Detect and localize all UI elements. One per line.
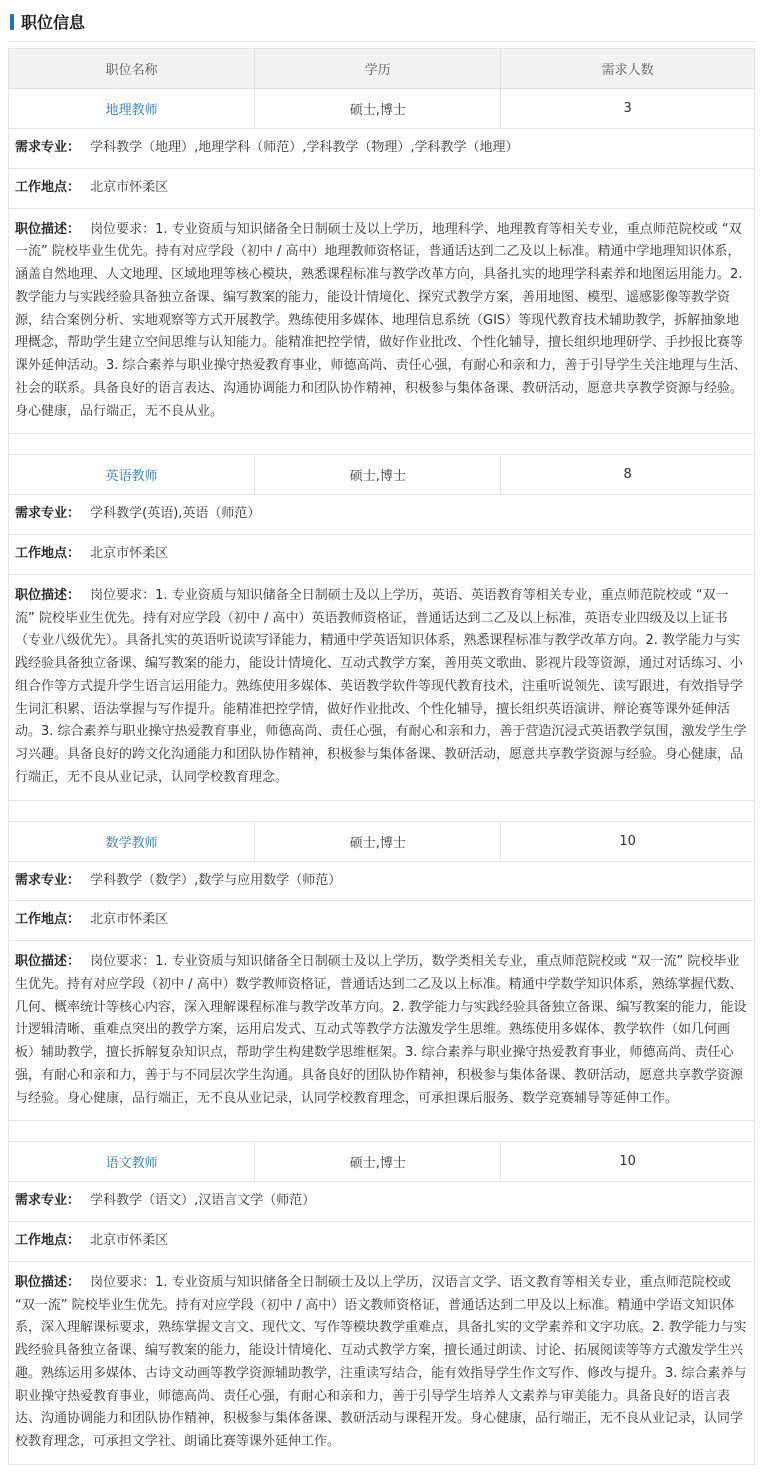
job-major-cell xyxy=(9,495,755,535)
job-name-cell[interactable] xyxy=(9,821,255,861)
job-description-row xyxy=(9,941,755,1121)
table-row[interactable] xyxy=(9,1142,755,1182)
job-table xyxy=(8,48,755,1465)
job-major-row xyxy=(9,861,755,901)
job-major-cell xyxy=(9,861,755,901)
job-location-value: 北京市怀柔区 xyxy=(90,912,169,928)
table-header-row xyxy=(9,49,755,89)
job-major-row xyxy=(9,495,755,535)
job-location-value: 北京市怀柔区 xyxy=(90,1233,169,1248)
table-body xyxy=(9,89,755,1465)
page-title xyxy=(8,6,755,42)
job-major-value: 学科教学(英语),英语（师范） xyxy=(90,506,261,522)
job-education-cell: 硕士,博士 xyxy=(255,1142,501,1182)
row-spacer xyxy=(9,1121,755,1142)
job-major-label: 需求专业： xyxy=(15,140,81,155)
job-location-row xyxy=(9,168,755,208)
job-location-label: 工作地点： xyxy=(15,912,81,928)
job-description-label: 职位描述： xyxy=(15,1274,81,1290)
column-header-education: 学历 xyxy=(255,49,501,89)
table-row[interactable] xyxy=(9,821,755,861)
job-name-link[interactable]: 英语教师 xyxy=(105,469,158,485)
table-row[interactable] xyxy=(9,455,755,495)
job-count-cell: 10 xyxy=(501,1142,755,1182)
title-accent-bar xyxy=(10,14,14,30)
job-name-cell[interactable] xyxy=(9,89,255,129)
job-location-row xyxy=(9,901,755,941)
row-spacer xyxy=(9,800,755,821)
job-location-value: 北京市怀柔区 xyxy=(90,546,169,561)
job-major-value: 学科教学（数学）,数学与应用数学（师范） xyxy=(90,872,342,888)
job-location-cell xyxy=(9,901,755,941)
job-major-cell xyxy=(9,1182,755,1222)
job-location-label: 工作地点： xyxy=(15,179,81,195)
job-name-cell[interactable] xyxy=(9,455,255,495)
job-location-cell xyxy=(9,1222,755,1262)
job-description-label: 职位描述： xyxy=(15,587,81,603)
job-description-cell xyxy=(9,1261,755,1464)
job-description-label: 职位描述： xyxy=(15,954,81,969)
job-count-cell: 10 xyxy=(501,821,755,861)
column-header-job-name: 职位名称 xyxy=(9,49,255,89)
job-description-value: 岗位要求：1. 专业资质与知识储备全日制硕士及以上学历，地理科学、地理教育等相关专业，重点师范院校或 “双一流” 院校毕业生优先。持有对应学段（初中 / 高中）地理教师资格证，普通话达到二乙及以上标准。精通中学地理知识体系，涵盖自然地理、人文地理、区域地理等核心模块，熟悉课程标准与教学改革方向，具备扎实的地理学科素养和地图运用能力。2. 教学能力与实践经验具备独立备课、编写教案的能力，能设计情境化、探究式教学方案，善用地图、模型、遥感影像等教学资源，结合案例分析、实地观察等方式开展教学。熟练使用多媒体、地理信息系统（GIS）等现代教育技术辅助教学，拆解抽象地理概念，帮助学生建立空间思维与认知能力。能精准把控学情，做好作业批改、个性化辅导，擅长组织地理研学、手抄报比赛等课外延伸活动。3. 综合素养与职业操守热爱教育事业，师德高尚、责任心强，有耐心和亲和力，善于引导学生关注地理与生活、社会的联系。具备良好的语言表达、沟通协调能力和团队协作精神，积极参与集体备课、教研活动，愿意共享教学资源与经验。身心健康，品行端正，无不良从业。 xyxy=(15,221,747,419)
job-major-label: 需求专业： xyxy=(15,872,81,888)
table-header xyxy=(9,49,755,89)
job-name-link[interactable]: 数学教师 xyxy=(105,835,158,851)
table-row[interactable] xyxy=(9,89,755,129)
job-count-cell: 8 xyxy=(501,455,755,495)
job-major-row xyxy=(9,1182,755,1222)
job-description-value: 岗位要求：1. 专业资质与知识储备全日制硕士及以上学历，英语、英语教育等相关专业，重点师范院校或 “双一流” 院校毕业生优先。持有对应学段（初中 / 高中）英语教师资格证，普通话达到二乙及以上标准，英语专业四级及以上证书（专业八级优先）。具备扎实的英语听说读写译能力，精通中学英语知识体系，熟悉课程标准与教学改革方向。2. 教学能力与实践经验具备独立备课、编写教案的能力，能设计情境化、互动式教学方案，善用英文歌曲、影视片段等资源，通过对话练习、小组合作等方式提升学生语言运用能力。熟练使用多媒体、英语教学软件等现代教育技术，注重听说领先、读写跟进，有效指导学生词汇积累、语法掌握与写作提升。能精准把控学情，做好作业批改、个性化辅导，擅长组织英语演讲、辩论赛等课外延伸活动。3. 综合素养与职业操守热爱教育事业，师德高尚、责任心强，有耐心和亲和力，善于营造沉浸式英语教学氛围，激发学生学习兴趣。具备良好的跨文化沟通能力和团队协作精神，积极参与集体备课、教研活动，愿意共享教学资源与经验。身心健康，品行端正，无不良从业记录，认同学校教育理念。 xyxy=(15,587,747,785)
job-location-label: 工作地点： xyxy=(15,546,81,561)
job-description-cell xyxy=(9,208,755,434)
job-description-row xyxy=(9,574,755,800)
job-education-cell: 硕士,博士 xyxy=(255,89,501,129)
job-major-value: 学科教学（语文）,汉语言文学（师范） xyxy=(90,1193,316,1209)
job-major-row xyxy=(9,129,755,169)
page-title-text: 职位信息 xyxy=(21,13,86,32)
job-name-cell[interactable] xyxy=(9,1142,255,1182)
job-major-value: 学科教学（地理）,地理学科（师范）,学科教学（物理）,学科教学（地理） xyxy=(90,140,519,155)
job-description-value: 岗位要求：1. 专业资质与知识储备全日制硕士及以上学历，数学类相关专业，重点师范院校或 “双一流” 院校毕业生优先。持有对应学段（初中 / 高中）数学教师资格证，普通话达到二乙及以上标准。精通中学数学知识体系，熟练掌握代数、几何、概率统计等核心内容，深入理解课程标准与教学改革方向。2. 教学能力与实践经验具备独立备课、编写教案的能力，能设计逻辑清晰、重难点突出的教学方案，运用启发式、互动式等教学方法激发学生思维。熟练使用多媒体、教学软件（如几何画板）辅助教学，擅长拆解复杂知识点，帮助学生构建数学思维框架。3. 综合素养与职业操守热爱教育事业，师德高尚、责任心强，有耐心和亲和力，善于与不同层次学生沟通。具备良好的团队协作精神，积极参与集体备课、教研活动，愿意共享教学资源与经验。身心健康，品行端正，无不良从业记录，认同学校教育理念，可承担课后服务、数学竞赛辅导等延伸工作。 xyxy=(15,954,747,1106)
job-education-cell: 硕士,博士 xyxy=(255,455,501,495)
job-major-cell xyxy=(9,129,755,169)
job-description-row xyxy=(9,208,755,434)
job-description-row xyxy=(9,1261,755,1464)
job-education-cell: 硕士,博士 xyxy=(255,821,501,861)
job-location-value: 北京市怀柔区 xyxy=(90,179,169,195)
job-description-cell xyxy=(9,574,755,800)
job-name-link[interactable]: 地理教师 xyxy=(105,103,158,118)
job-description-value: 岗位要求：1. 专业资质与知识储备全日制硕士及以上学历，汉语言文学、语文教育等相关专业，重点师范院校或 “双一流” 院校毕业生优先。持有对应学段（初中 / 高中）语文教师资格证，普通话达到二甲及以上标准。精通中学语文知识体系，深入理解课标要求，熟练掌握文言文、现代文、写作等模块教学重难点，具备扎实的文学素养和文字功底。2. 教学能力与实践经验具备独立备课、编写教案的能力，能设计情境化、互动式教学方案，擅长通过朗读、讨论、拓展阅读等等方式激发学生兴趣。熟练运用多媒体、古诗文动画等教学资源辅助教学，注重读写结合，能有效指导学生作文写作、修改与提升。3. 综合素养与职业操守热爱教育事业，师德高尚、责任心强，有耐心和亲和力，善于引导学生培养人文素养与审美能力。具备良好的语言表达、沟通协调能力和团队协作精神，积极参与集体备课、教研活动与课程开发。身心健康，品行端正，无不良从业记录，认同学校教育理念，可承担文学社、朗诵比赛等课外延伸工作。 xyxy=(15,1274,747,1449)
job-location-cell xyxy=(9,168,755,208)
job-name-link[interactable]: 语文教师 xyxy=(105,1156,158,1172)
row-spacer xyxy=(9,434,755,455)
job-description-cell xyxy=(9,941,755,1121)
job-location-row xyxy=(9,535,755,575)
job-location-cell xyxy=(9,535,755,575)
job-major-label: 需求专业： xyxy=(15,1193,81,1209)
job-location-row xyxy=(9,1222,755,1262)
job-count-cell: 3 xyxy=(501,89,755,129)
job-location-label: 工作地点： xyxy=(15,1233,81,1248)
job-major-label: 需求专业： xyxy=(15,506,81,522)
job-description-label: 职位描述： xyxy=(15,221,81,237)
column-header-count: 需求人数 xyxy=(501,49,755,89)
